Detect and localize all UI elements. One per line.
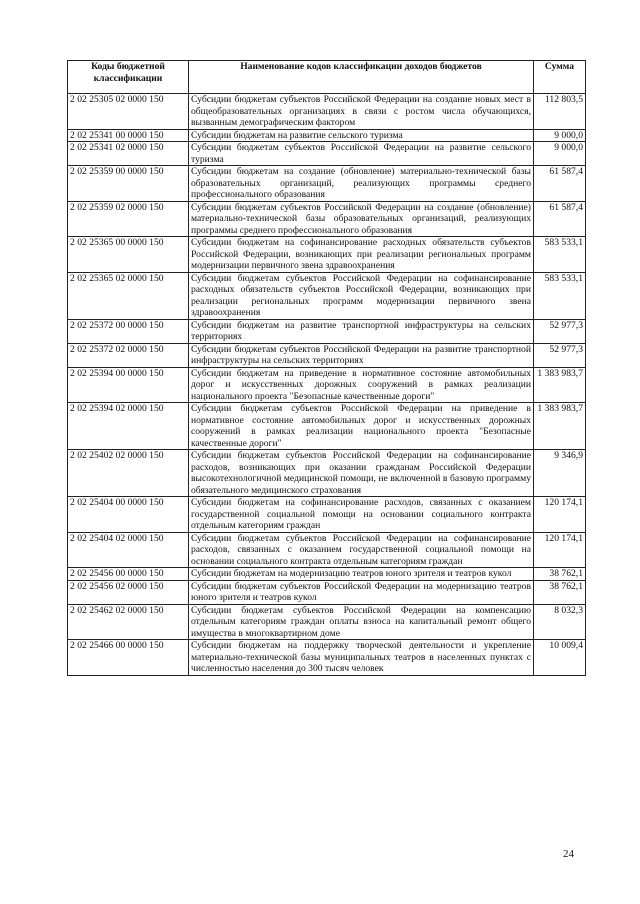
- row-code: 2 02 25404 00 0000 150: [68, 497, 189, 533]
- row-code: 2 02 25394 00 0000 150: [68, 367, 189, 403]
- row-code: 2 02 25305 02 0000 150: [68, 94, 189, 130]
- row-sum: 61 587,4: [534, 166, 586, 202]
- row-sum: 38 762,1: [534, 568, 586, 581]
- row-name: Субсидии бюджетам субъектов Российской Федерации на софинансирование расходных обязательств субъектов Российской Федерации, возникающих при реализации региональных программ модернизации первичного звена здравоохранения: [189, 272, 534, 319]
- table-header-row: [68, 61, 586, 94]
- row-code: 2 02 25359 02 0000 150: [68, 201, 189, 237]
- table-row: [68, 367, 586, 403]
- row-sum: 9 000,0: [534, 142, 586, 166]
- table-row: [68, 568, 586, 581]
- table-row: [68, 403, 586, 450]
- row-name: Субсидии бюджетам на создание (обновление) материально-технической базы образовательных организаций, реализующих программы среднего профессионального образования: [189, 166, 534, 202]
- row-sum: 8 032,3: [534, 604, 586, 640]
- row-sum: 10 009,4: [534, 640, 586, 676]
- row-code: 2 02 25394 02 0000 150: [68, 403, 189, 450]
- row-sum: 38 762,1: [534, 580, 586, 604]
- row-sum: 583 533,1: [534, 237, 586, 273]
- row-name: Субсидии бюджетам субъектов Российской Федерации на приведение в нормативное состояние автомобильных дорог и искусственных дорожных сооружений в рамках реализации национального проекта "Безопасные качественные дороги": [189, 403, 534, 450]
- row-sum: 1 383 983,7: [534, 403, 586, 450]
- header-name: Наименование кодов классификации доходов бюджетов: [189, 61, 534, 94]
- row-code: 2 02 25402 02 0000 150: [68, 450, 189, 497]
- row-code: 2 02 25372 00 0000 150: [68, 319, 189, 343]
- row-sum: 52 977,3: [534, 343, 586, 367]
- table-row: [68, 319, 586, 343]
- row-sum: 120 174,1: [534, 532, 586, 568]
- row-code: 2 02 25341 00 0000 150: [68, 129, 189, 142]
- table-row: [68, 272, 586, 319]
- table-row: [68, 237, 586, 273]
- row-name: Субсидии бюджетам на софинансирование расходов, связанных с оказанием государственной социальной помощи на основании социального контракта отдельным категориям граждан: [189, 497, 534, 533]
- row-sum: 120 174,1: [534, 497, 586, 533]
- row-name: Субсидии бюджетам субъектов Российской Федерации на модернизацию театров юного зрителя и театров кукол: [189, 580, 534, 604]
- row-code: 2 02 25341 02 0000 150: [68, 142, 189, 166]
- table-row: [68, 580, 586, 604]
- row-sum: 61 587,4: [534, 201, 586, 237]
- row-name: Субсидии бюджетам субъектов Российской Федерации на создание (обновление) материально-технической базы образовательных организаций, реализующих программы среднего профессионального образования: [189, 201, 534, 237]
- row-sum: 9 346,9: [534, 450, 586, 497]
- table-row: [68, 640, 586, 676]
- row-name: Субсидии бюджетам на развитие транспортной инфраструктуры на сельских территориях: [189, 319, 534, 343]
- row-name: Субсидии бюджетам субъектов Российской Федерации на компенсацию отдельным категориям граждан оплаты взноса на капитальный ремонт общего имущества в многоквартирном доме: [189, 604, 534, 640]
- table-row: [68, 94, 586, 130]
- table-row: [68, 166, 586, 202]
- row-sum: 112 803,5: [534, 94, 586, 130]
- row-name: Субсидии бюджетам на модернизацию театров юного зрителя и театров кукол: [189, 568, 534, 581]
- row-name: Субсидии бюджетам субъектов Российской Федерации на софинансирование расходов, возникающих при оказании гражданам Российской Федерации высокотехнологичной медицинской помощи, не включенной в базовую программу обязательного медицинского страхования: [189, 450, 534, 497]
- row-name: Субсидии бюджетам на развитие сельского туризма: [189, 129, 534, 142]
- row-sum: 1 383 983,7: [534, 367, 586, 403]
- table-body: [68, 94, 586, 676]
- row-code: 2 02 25359 00 0000 150: [68, 166, 189, 202]
- row-code: 2 02 25404 02 0000 150: [68, 532, 189, 568]
- row-name: Субсидии бюджетам на приведение в нормативное состояние автомобильных дорог и искусственных дорожных сооружений в рамках реализации национального проекта "Безопасные качественные дороги": [189, 367, 534, 403]
- row-name: Субсидии бюджетам субъектов Российской Федерации на создание новых мест в общеобразовательных организациях в связи с ростом числа обучающихся, вызванным демографическим фактором: [189, 94, 534, 130]
- row-code: 2 02 25365 02 0000 150: [68, 272, 189, 319]
- row-sum: 583 533,1: [534, 272, 586, 319]
- table-row: [68, 604, 586, 640]
- table-row: [68, 201, 586, 237]
- row-code: 2 02 25462 02 0000 150: [68, 604, 189, 640]
- table-row: [68, 532, 586, 568]
- row-sum: 52 977,3: [534, 319, 586, 343]
- row-code: 2 02 25365 00 0000 150: [68, 237, 189, 273]
- budget-classification-table: [67, 60, 586, 676]
- page-number: 24: [563, 848, 574, 860]
- table-row: [68, 343, 586, 367]
- header-sum: Сумма: [534, 61, 586, 94]
- row-name: Субсидии бюджетам субъектов Российской Федерации на развитие транспортной инфраструктуры на сельских территориях: [189, 343, 534, 367]
- row-sum: 9 000,0: [534, 129, 586, 142]
- row-code: 2 02 25466 00 0000 150: [68, 640, 189, 676]
- table-row: [68, 450, 586, 497]
- table-row: [68, 142, 586, 166]
- row-name: Субсидии бюджетам на поддержку творческой деятельности и укрепление материально-технической базы муниципальных театров в населенных пунктах с численностью населения до 300 тысяч человек: [189, 640, 534, 676]
- row-name: Субсидии бюджетам субъектов Российской Федерации на развитие сельского туризма: [189, 142, 534, 166]
- table-row: [68, 129, 586, 142]
- header-codes: Коды бюджетной классификации: [68, 61, 189, 94]
- row-code: 2 02 25456 02 0000 150: [68, 580, 189, 604]
- table-row: [68, 497, 586, 533]
- row-name: Субсидии бюджетам субъектов Российской Федерации на софинансирование расходов, связанных с оказанием государственной социальной помощи на основании социального контракта отдельным категориям граждан: [189, 532, 534, 568]
- row-code: 2 02 25372 02 0000 150: [68, 343, 189, 367]
- row-name: Субсидии бюджетам на софинансирование расходных обязательств субъектов Российской Федерации, возникающих при реализации региональных программ модернизации первичного звена здравоохранения: [189, 237, 534, 273]
- row-code: 2 02 25456 00 0000 150: [68, 568, 189, 581]
